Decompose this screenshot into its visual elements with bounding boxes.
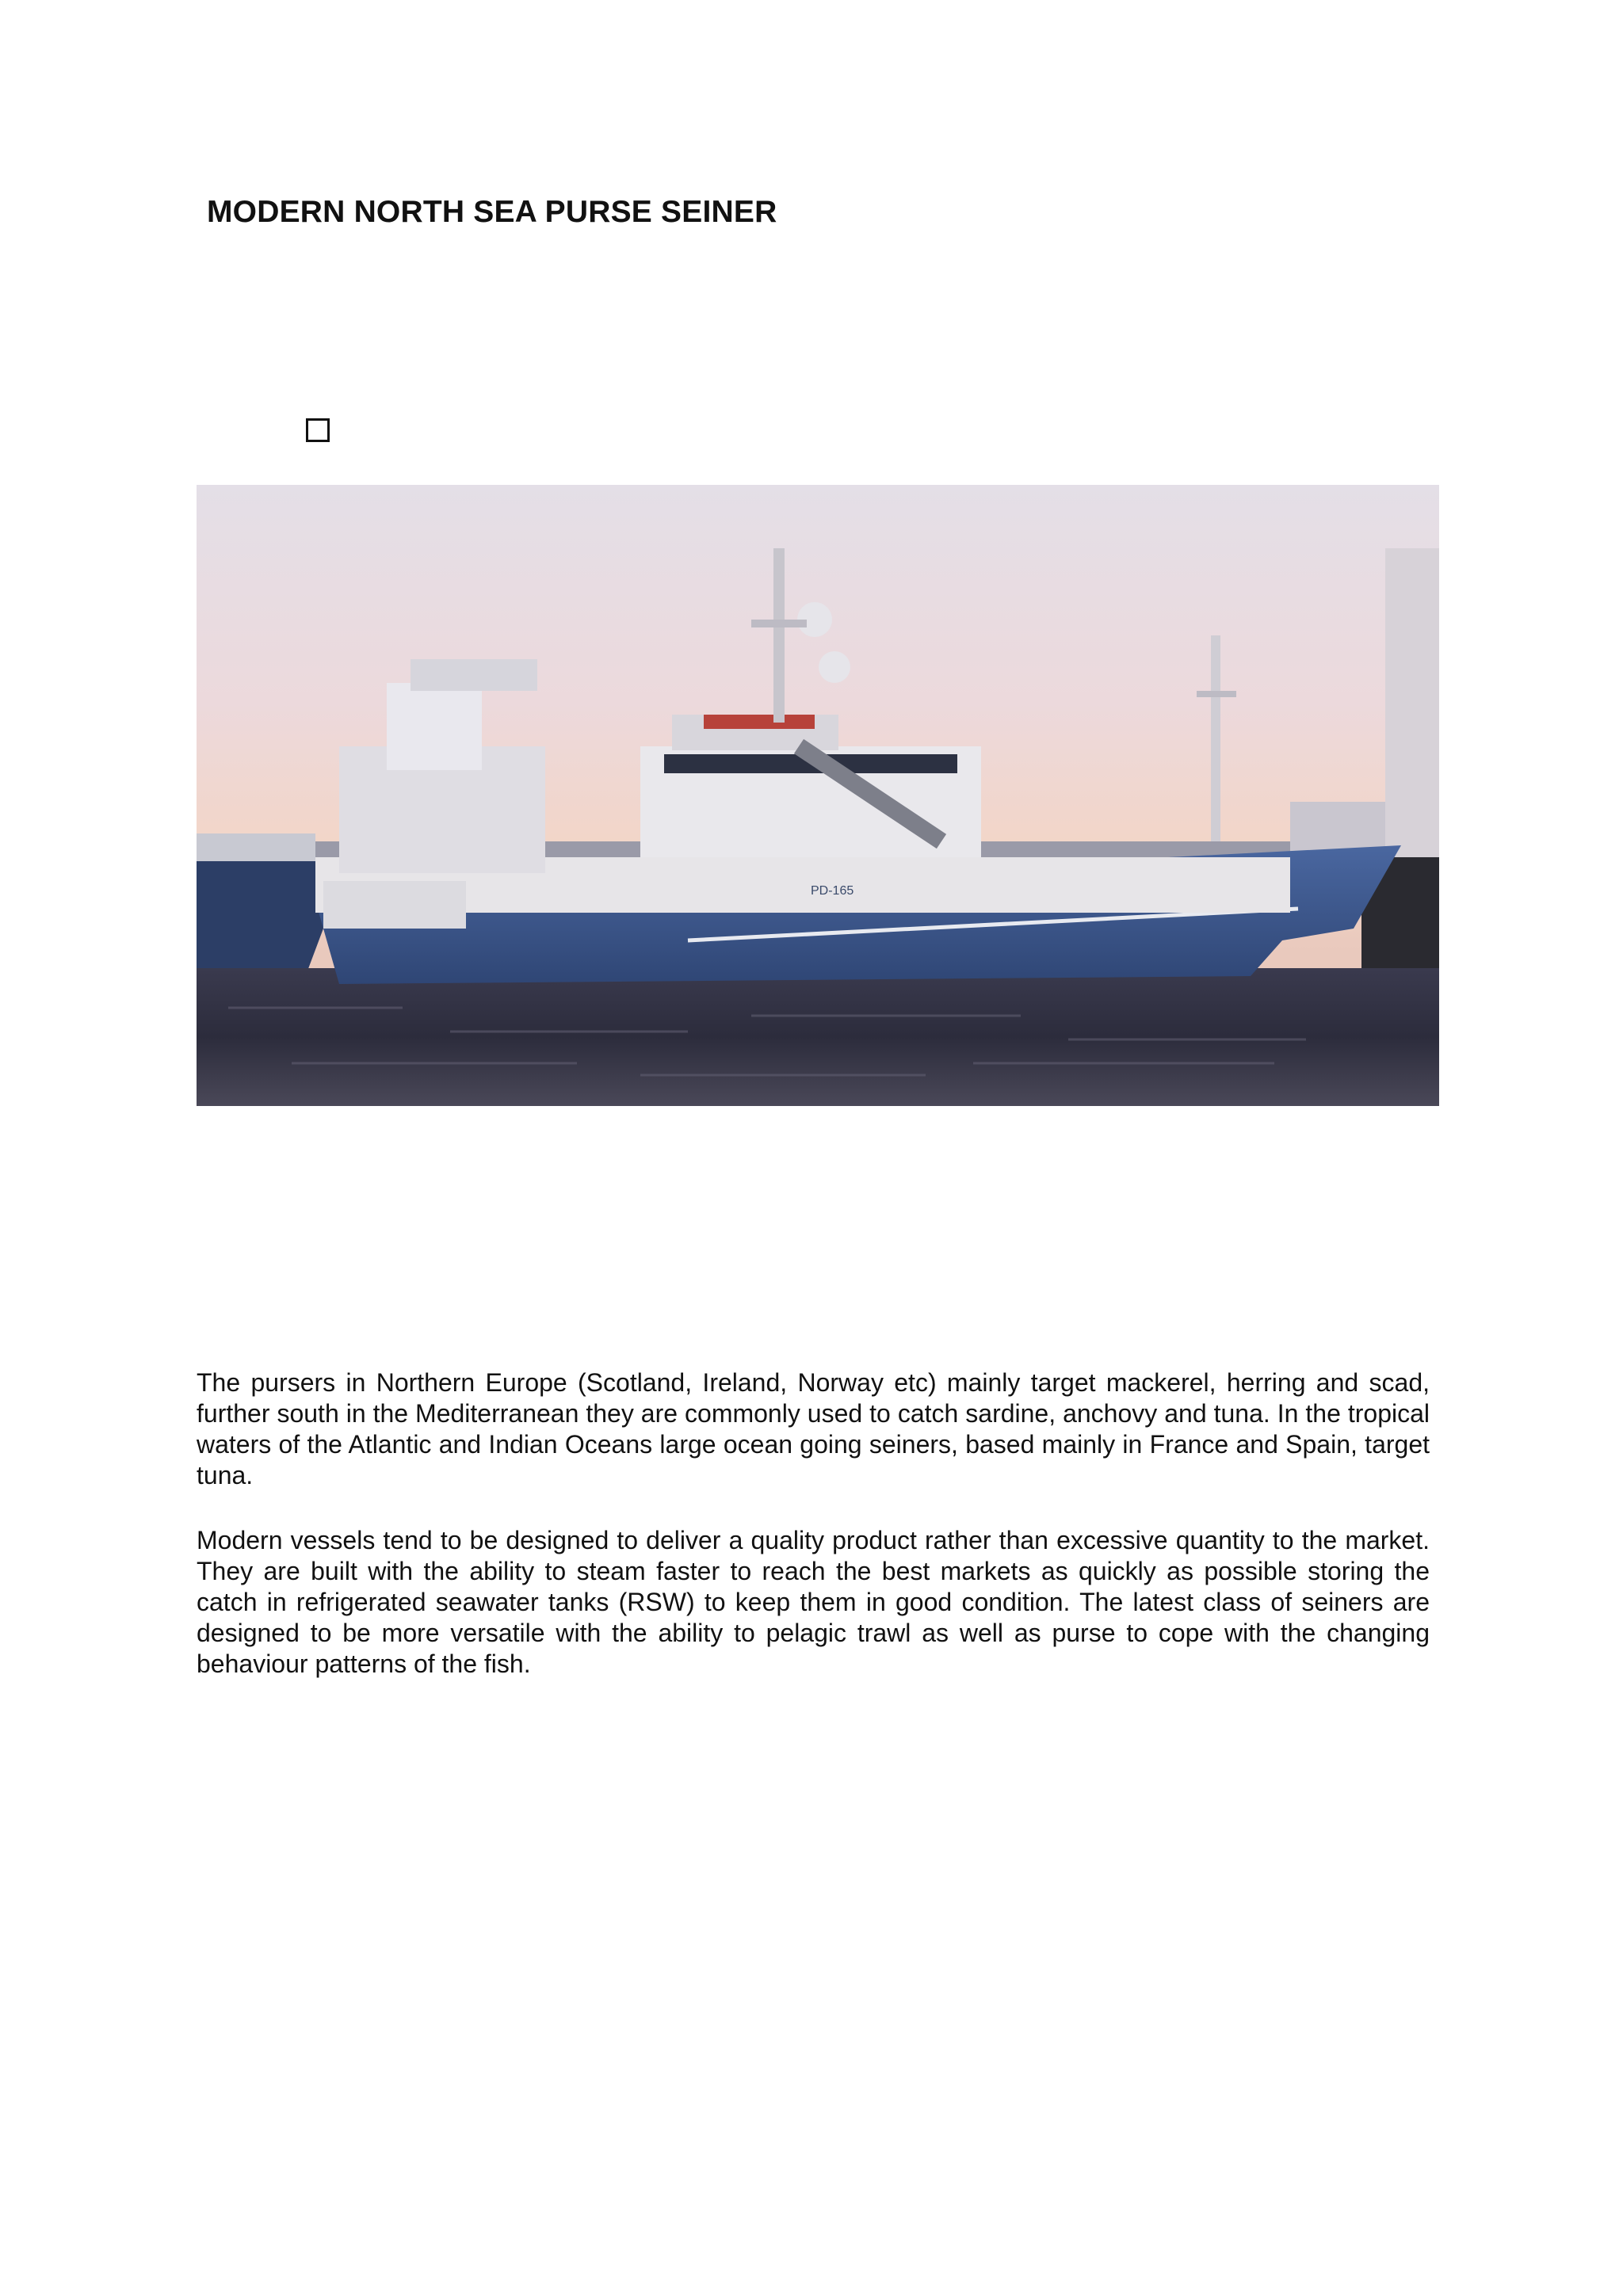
page-title: MODERN NORTH SEA PURSE SEINER bbox=[207, 195, 777, 229]
checkbox-icon bbox=[306, 418, 330, 442]
purse-seiner-photo bbox=[197, 485, 1439, 1106]
hull-marking: PD-165 bbox=[811, 884, 854, 898]
paragraph-2: Modern vessels tend to be designed to deliver a quality product rather than excessive quantity to the market. They are built with the ability to steam faster to reach the best markets as quickly as possible storing the catch in refrigerated seawater tanks (RSW) to keep them in good condition. The latest class of seiners are designed to be more versatile with the ability to pelagic trawl as well as purse to cope with the changing behaviour patterns of the fish. bbox=[197, 1526, 1430, 1678]
paragraph-1: The pursers in Northern Europe (Scotland, Ireland, Norway etc) mainly target mackerel, herring and scad, further south in the Mediterranean they are commonly used to catch sardine, anchovy and tuna. In the tropical waters of the Atlantic and Indian Oceans large ocean going seiners, based mainly in France and Spain, target tuna. bbox=[197, 1368, 1430, 1489]
